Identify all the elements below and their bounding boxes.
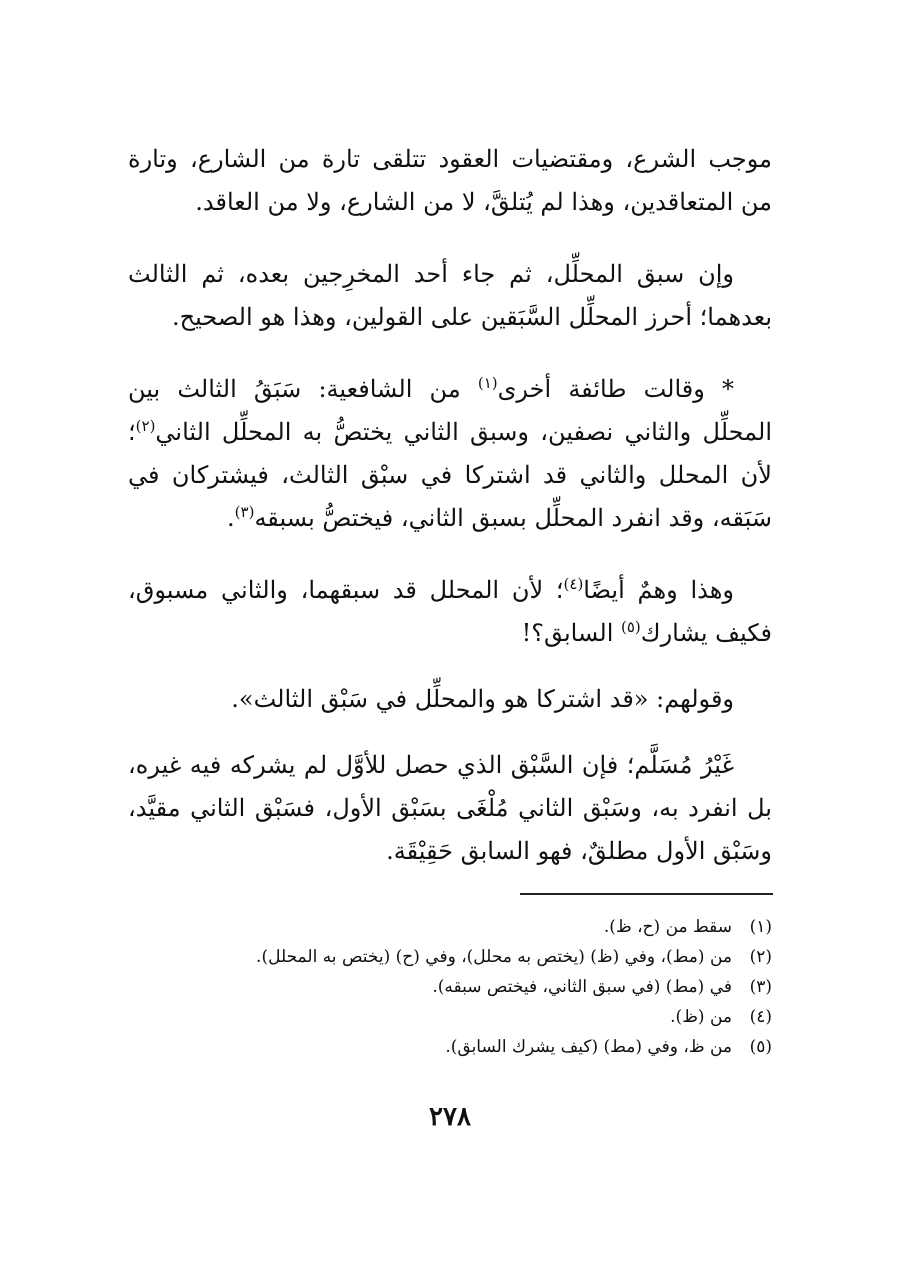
- footnote-ref-3: (٣): [234, 503, 255, 521]
- footnote-ref-4: (٤): [563, 575, 584, 593]
- footnote-number: (٢): [749, 947, 772, 967]
- footnote-number: (٤): [749, 1007, 772, 1027]
- footnote-ref-5: (٥): [621, 618, 641, 636]
- main-text: [128, 138, 772, 873]
- page-number: ٢٧٨: [429, 1102, 471, 1132]
- paragraph-3-segment: .: [227, 504, 235, 532]
- paragraph-5: وقولهم: «قد اشتركا هو والمحلِّل في سَبْق الثالث».: [231, 685, 734, 713]
- paragraph-3-segment: ؛ لأن المحلل والثاني قد اشتركا في سبْق الثالث، فيشتركان في سَبَقه، وقد انفرد المحلِّل بسبق الثاني، فيختصُّ بسبقه: [128, 418, 772, 532]
- paragraph-1: موجب الشرع، ومقتضيات العقود تتلقى تارة من الشارع، وتارة من المتعاقدين، وهذا لم يُتلقَّ، لا من الشارع، ولا من العاقد.: [128, 145, 772, 216]
- footnote-ref-2: (٢): [135, 417, 156, 435]
- paragraph-4-segment: السابق؟!: [521, 619, 621, 647]
- paragraph-4-segment: ؛ لأن المحلل قد سبقهما، والثاني مسبوق، فكيف يشارك: [128, 576, 772, 647]
- paragraph-3-segment: * وقالت طائفة أخرى: [497, 375, 734, 403]
- footnote-2: [128, 942, 772, 972]
- footnote-text: من (ظ).: [670, 1007, 732, 1027]
- footnotes: [128, 912, 772, 1062]
- paragraph-3-segment: من الشافعية: سَبَقُ الثالث بين المحلِّل والثاني نصفين، وسبق الثاني يختصُّ به المحلِّل الثاني: [128, 375, 772, 446]
- paragraph-3: [128, 368, 772, 540]
- footnote-text: من ظ، وفي (مط) (كيف يشرك السابق).: [445, 1037, 732, 1057]
- footnote-number: (١): [749, 917, 772, 937]
- footnote-5: [128, 1032, 772, 1062]
- footnote-text: من (مط)، وفي (ظ) (يختص به محلل)، وفي (ح) (يختص به المحلل).: [256, 947, 732, 967]
- paragraph-4: [128, 569, 772, 655]
- footnote-number: (٣): [749, 977, 772, 997]
- footnote-3: [128, 972, 772, 1002]
- paragraph-2: وإن سبق المحلِّل، ثم جاء أحد المخرِجين بعده، ثم الثالث بعدهما؛ أحرز المحلِّل السَّبَقين على القولين، وهذا هو الصحيح.: [128, 260, 772, 331]
- footnote-text: سقط من (ح، ظ).: [603, 917, 732, 937]
- paragraph-4-segment: وهذا وهمٌ أيضًا: [583, 576, 734, 604]
- footnote-ref-1: (١): [477, 374, 498, 392]
- footnote-4: [128, 1002, 772, 1032]
- paragraph-6: غَيْرُ مُسَلَّم؛ فإن السَّبْق الذي حصل للأوَّل لم يشركه فيه غيره، بل انفرد به، وسَبْق الثاني مُلْغَى بسَبْق الأول، فسَبْق الثاني مقيَّد، وسَبْق الأول مطلقٌ، فهو السابق حَقِيْقَة.: [128, 751, 772, 865]
- footnote-number: (٥): [749, 1037, 772, 1057]
- footnote-text: في (مط) (في سبق الثاني، فيختص سبقه).: [432, 977, 732, 997]
- footnote-1: [128, 912, 772, 942]
- footnote-divider: [520, 893, 773, 895]
